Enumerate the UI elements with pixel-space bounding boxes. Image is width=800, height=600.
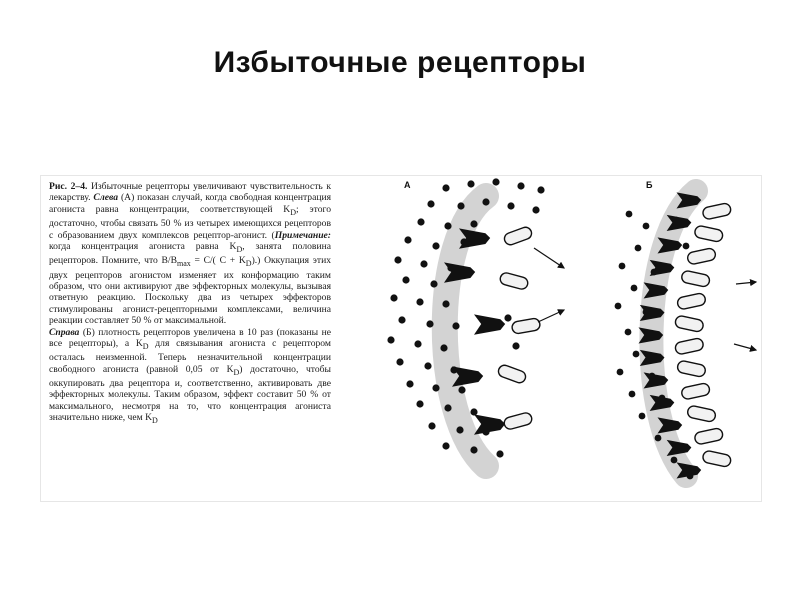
agonist-dot [683, 243, 690, 250]
effector-shape [674, 337, 704, 355]
agonist-dot [442, 442, 449, 449]
effector-shape [499, 272, 529, 291]
effector-shape [681, 270, 711, 288]
effectors-a [497, 226, 564, 431]
agonist-dot [512, 342, 519, 349]
agonist-dot [452, 322, 459, 329]
agonist-dot [457, 202, 464, 209]
caption-right-label: Справа [49, 326, 80, 338]
agonist-dot [643, 223, 650, 230]
agonist-dot [416, 400, 423, 407]
caption-text: ).) Оккупация этих двух рецепторов агонистом изменяет их конформацию таким образом, что они активируют две эффекторных молекулы, вызывая ответную реакцию. Поскольку два из четырех эффекторов стимулированы агонист-рецепторными комплексами, величина реакции составляет 50 % от максимальной. [49, 255, 332, 327]
caption-subscript: D [142, 341, 149, 351]
agonist-dot [444, 222, 451, 229]
agonist-dot [537, 186, 544, 193]
agonist-dot [432, 242, 439, 249]
agonist-dot [507, 202, 514, 209]
agonist-dot [394, 256, 401, 263]
response-arrow [538, 310, 564, 322]
receptor-illustration [336, 176, 761, 501]
effector-shape [687, 405, 717, 423]
effector-shape [702, 202, 732, 220]
agonist-dot [430, 280, 437, 287]
effector-shape [674, 315, 704, 333]
agonist-dot [492, 178, 499, 185]
agonist-dot [671, 457, 678, 464]
agonist-dot [496, 450, 503, 457]
agonist-dot [417, 218, 424, 225]
agonist-dot [482, 198, 489, 205]
agonist-dot [456, 426, 463, 433]
effector-shape [676, 292, 706, 310]
agonist-dot [404, 236, 411, 243]
effector-shape [694, 427, 724, 445]
agonist-dot [635, 245, 642, 252]
agonist-dot [396, 358, 403, 365]
caption-text: для связывания агониста с рецептором осталась неизменной. Теперь незначительной концентрации свободного агониста (равной 0,05 от K [49, 338, 331, 375]
agonist-dot [470, 220, 477, 227]
agonist-dot [615, 303, 622, 310]
agonist-dot [470, 446, 477, 453]
panel-a-label: А [404, 180, 411, 190]
caption-subscript: D [290, 207, 297, 217]
response-arrow [734, 344, 756, 350]
effector-shape [497, 364, 527, 385]
agonist-dot [517, 182, 524, 189]
panel-b-label: Б [646, 180, 653, 190]
agonist-dot [532, 206, 539, 213]
panel-a [387, 178, 564, 466]
agonist-dot [428, 422, 435, 429]
caption-subscript: D [245, 259, 252, 269]
agonist-dot [398, 316, 405, 323]
agonist-dot [639, 413, 646, 420]
slide-title: Избыточные рецепторы [213, 46, 587, 79]
caption-text: , занята половина рецепторов. Помните, что B/B [49, 240, 331, 267]
agonist-dot [629, 391, 636, 398]
agonist-dot [625, 329, 632, 336]
agonist-dot [626, 211, 633, 218]
caption-text: (А) показан случай, когда свободная концентрация агониста равна концентрации, соответствующей K [49, 192, 332, 215]
agonist-dot [406, 380, 413, 387]
caption-text: ; этого достаточно, чтобы связать 50 % из четырех имеющихся рецепторов с образованием двух комплексов рецептор-агонист. ( [49, 203, 332, 241]
effector-shape [511, 318, 541, 335]
caption-text: = C/( C + K [190, 255, 246, 267]
effector-shape [681, 382, 711, 400]
caption-subscript: D [236, 244, 243, 254]
agonist-dot [424, 362, 431, 369]
agonist-dot [387, 336, 394, 343]
agonist-dot [420, 260, 427, 267]
agonist-dot [426, 320, 433, 327]
effector-shape [702, 450, 732, 468]
agonist-dot [442, 300, 449, 307]
caption-subscript: max [177, 259, 191, 269]
effector-shape [503, 226, 533, 247]
effector-shape [694, 225, 724, 243]
figure-caption [49, 181, 331, 427]
receptor-shape [474, 314, 505, 334]
agonist-dot [633, 351, 640, 358]
agonist-dot [432, 384, 439, 391]
effector-shape [676, 360, 706, 378]
agonist-dot [655, 435, 662, 442]
caption-subscript: D [233, 367, 240, 377]
agonist-dot [467, 180, 474, 187]
agonist-dot [414, 340, 421, 347]
agonist-dot [444, 404, 451, 411]
caption-subscript: D [152, 416, 158, 426]
agonist-dot [617, 369, 624, 376]
agonist-dot [619, 263, 626, 270]
response-arrow [736, 282, 756, 284]
agonist-dot [440, 344, 447, 351]
effector-shape [503, 412, 533, 431]
agonist-dot [470, 408, 477, 415]
scanned-figure [40, 175, 762, 502]
agonist-dot [390, 294, 397, 301]
agonist-dot [458, 386, 465, 393]
figure-number: Рис. 2–4. [49, 181, 88, 192]
caption-left-label: Слева [93, 192, 119, 204]
panel-b [615, 180, 756, 479]
agonist-dot [504, 314, 511, 321]
caption-text: когда концентрация агониста равна K [49, 240, 237, 252]
agonist-dot [402, 276, 409, 283]
caption-note-label: Примечание: [274, 229, 331, 241]
agonist-dot [631, 285, 638, 292]
effectors-b [674, 202, 756, 467]
effector-shape [687, 247, 717, 265]
receptor-shape [474, 414, 505, 434]
response-arrow [534, 248, 564, 268]
caption-text: (Б) плотность рецепторов увеличена в 10 раз (показаны не все рецепторы), а K [49, 326, 331, 349]
agonist-dot [442, 184, 449, 191]
caption-text: Избыточные рецепторы увеличивают чувствительность к лекарству. [49, 181, 332, 204]
receptor-illustration-svg [336, 176, 761, 501]
caption-text: ) достаточно, чтобы оккупировать два рецептора и, соответственно, активировать две эффекторных молекулы. Таким образом, эффект составит 50 % от максимального, несмотря на то, что концентрация агониста значительно ниже, чем K [49, 363, 331, 424]
agonist-dot [427, 200, 434, 207]
agonist-dot [416, 298, 423, 305]
